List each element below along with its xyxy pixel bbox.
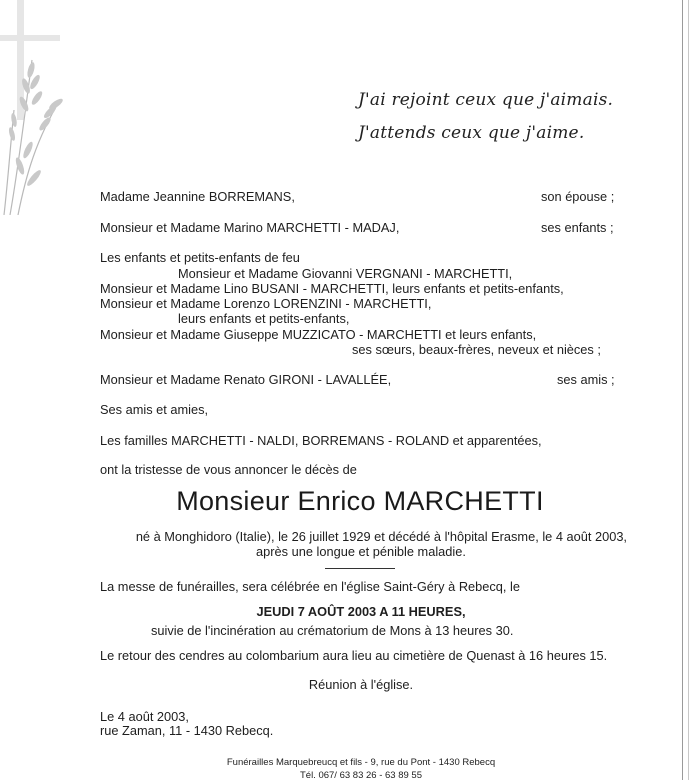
family-line: Monsieur et Madame Giuseppe MUZZICATO - MARCHETTI et leurs enfants, xyxy=(100,327,537,342)
birth-death-line: né à Monghidoro (Italie), le 26 juillet 1929 et décédé à l'hôpital Erasme, le 4 août 2003, xyxy=(135,529,627,544)
sender-date: Le 4 août 2003, xyxy=(100,709,189,724)
sender-address: rue Zaman, 11 - 1430 Rebecq. xyxy=(100,723,274,738)
family-name: Madame Jeannine BORREMANS, xyxy=(100,189,295,204)
epitaph-line: J'ai rejoint ceux que j'aimais. xyxy=(358,90,614,110)
mass-line: La messe de funérailles, sera célébrée en l'église Saint-Géry à Rebecq, le xyxy=(100,579,520,594)
funeral-date: JEUDI 7 AOÛT 2003 A 11 HEURES, xyxy=(256,604,466,619)
friends-line: Ses amis et amies, xyxy=(100,402,209,417)
divider-line xyxy=(325,568,395,569)
footer-phone: Tél. 067/ 63 83 26 - 63 89 55 xyxy=(299,770,422,781)
epitaph-line: J'attends ceux que j'aime. xyxy=(358,123,585,143)
family-relation: ses enfants ; xyxy=(541,220,614,235)
page-edge xyxy=(688,0,689,780)
cross-wheat-emblem xyxy=(0,0,80,215)
ashes-line: Le retour des cendres au colombarium aura lieu au cimetière de Quenast à 16 heures 15. xyxy=(100,648,608,663)
grandchildren-intro: Les enfants et petits-enfants de feu xyxy=(100,250,300,265)
reunion-line: Réunion à l'église. xyxy=(308,677,414,692)
family-line: Monsieur et Madame Lorenzo LORENZINI - MARCHETTI, xyxy=(100,296,432,311)
family-line: Monsieur et Madame Giovanni VERGNANI - MARCHETTI, xyxy=(178,266,513,281)
family-relation: son épouse ; xyxy=(541,189,615,204)
families-line: Les familles MARCHETTI - NALDI, BORREMANS - ROLAND et apparentées, xyxy=(100,433,542,448)
family-line: leurs enfants et petits-enfants, xyxy=(178,311,350,326)
friend-relation: ses amis ; xyxy=(557,372,615,387)
page-edge xyxy=(682,0,683,780)
family-line: Monsieur et Madame Lino BUSANI - MARCHETTI, leurs enfants et petits-enfants, xyxy=(100,281,564,296)
family-name: Monsieur et Madame Marino MARCHETTI - MADAJ, xyxy=(100,220,400,235)
announcement-text: ont la tristesse de vous annoncer le décès de xyxy=(100,462,357,477)
illness-line: après une longue et pénible maladie. xyxy=(256,544,466,559)
deceased-name: Monsieur Enrico MARCHETTI xyxy=(176,486,544,516)
family-line: ses sœurs, beaux-frères, neveux et nièces ; xyxy=(352,342,601,357)
friend-name: Monsieur et Madame Renato GIRONI - LAVALLÉE, xyxy=(100,372,392,387)
cremation-line: suivie de l'incinération au crématorium de Mons à 13 heures 30. xyxy=(151,623,514,638)
footer-company: Funérailles Marquebreucq et fils - 9, rue du Pont - 1430 Rebecq xyxy=(226,757,496,768)
